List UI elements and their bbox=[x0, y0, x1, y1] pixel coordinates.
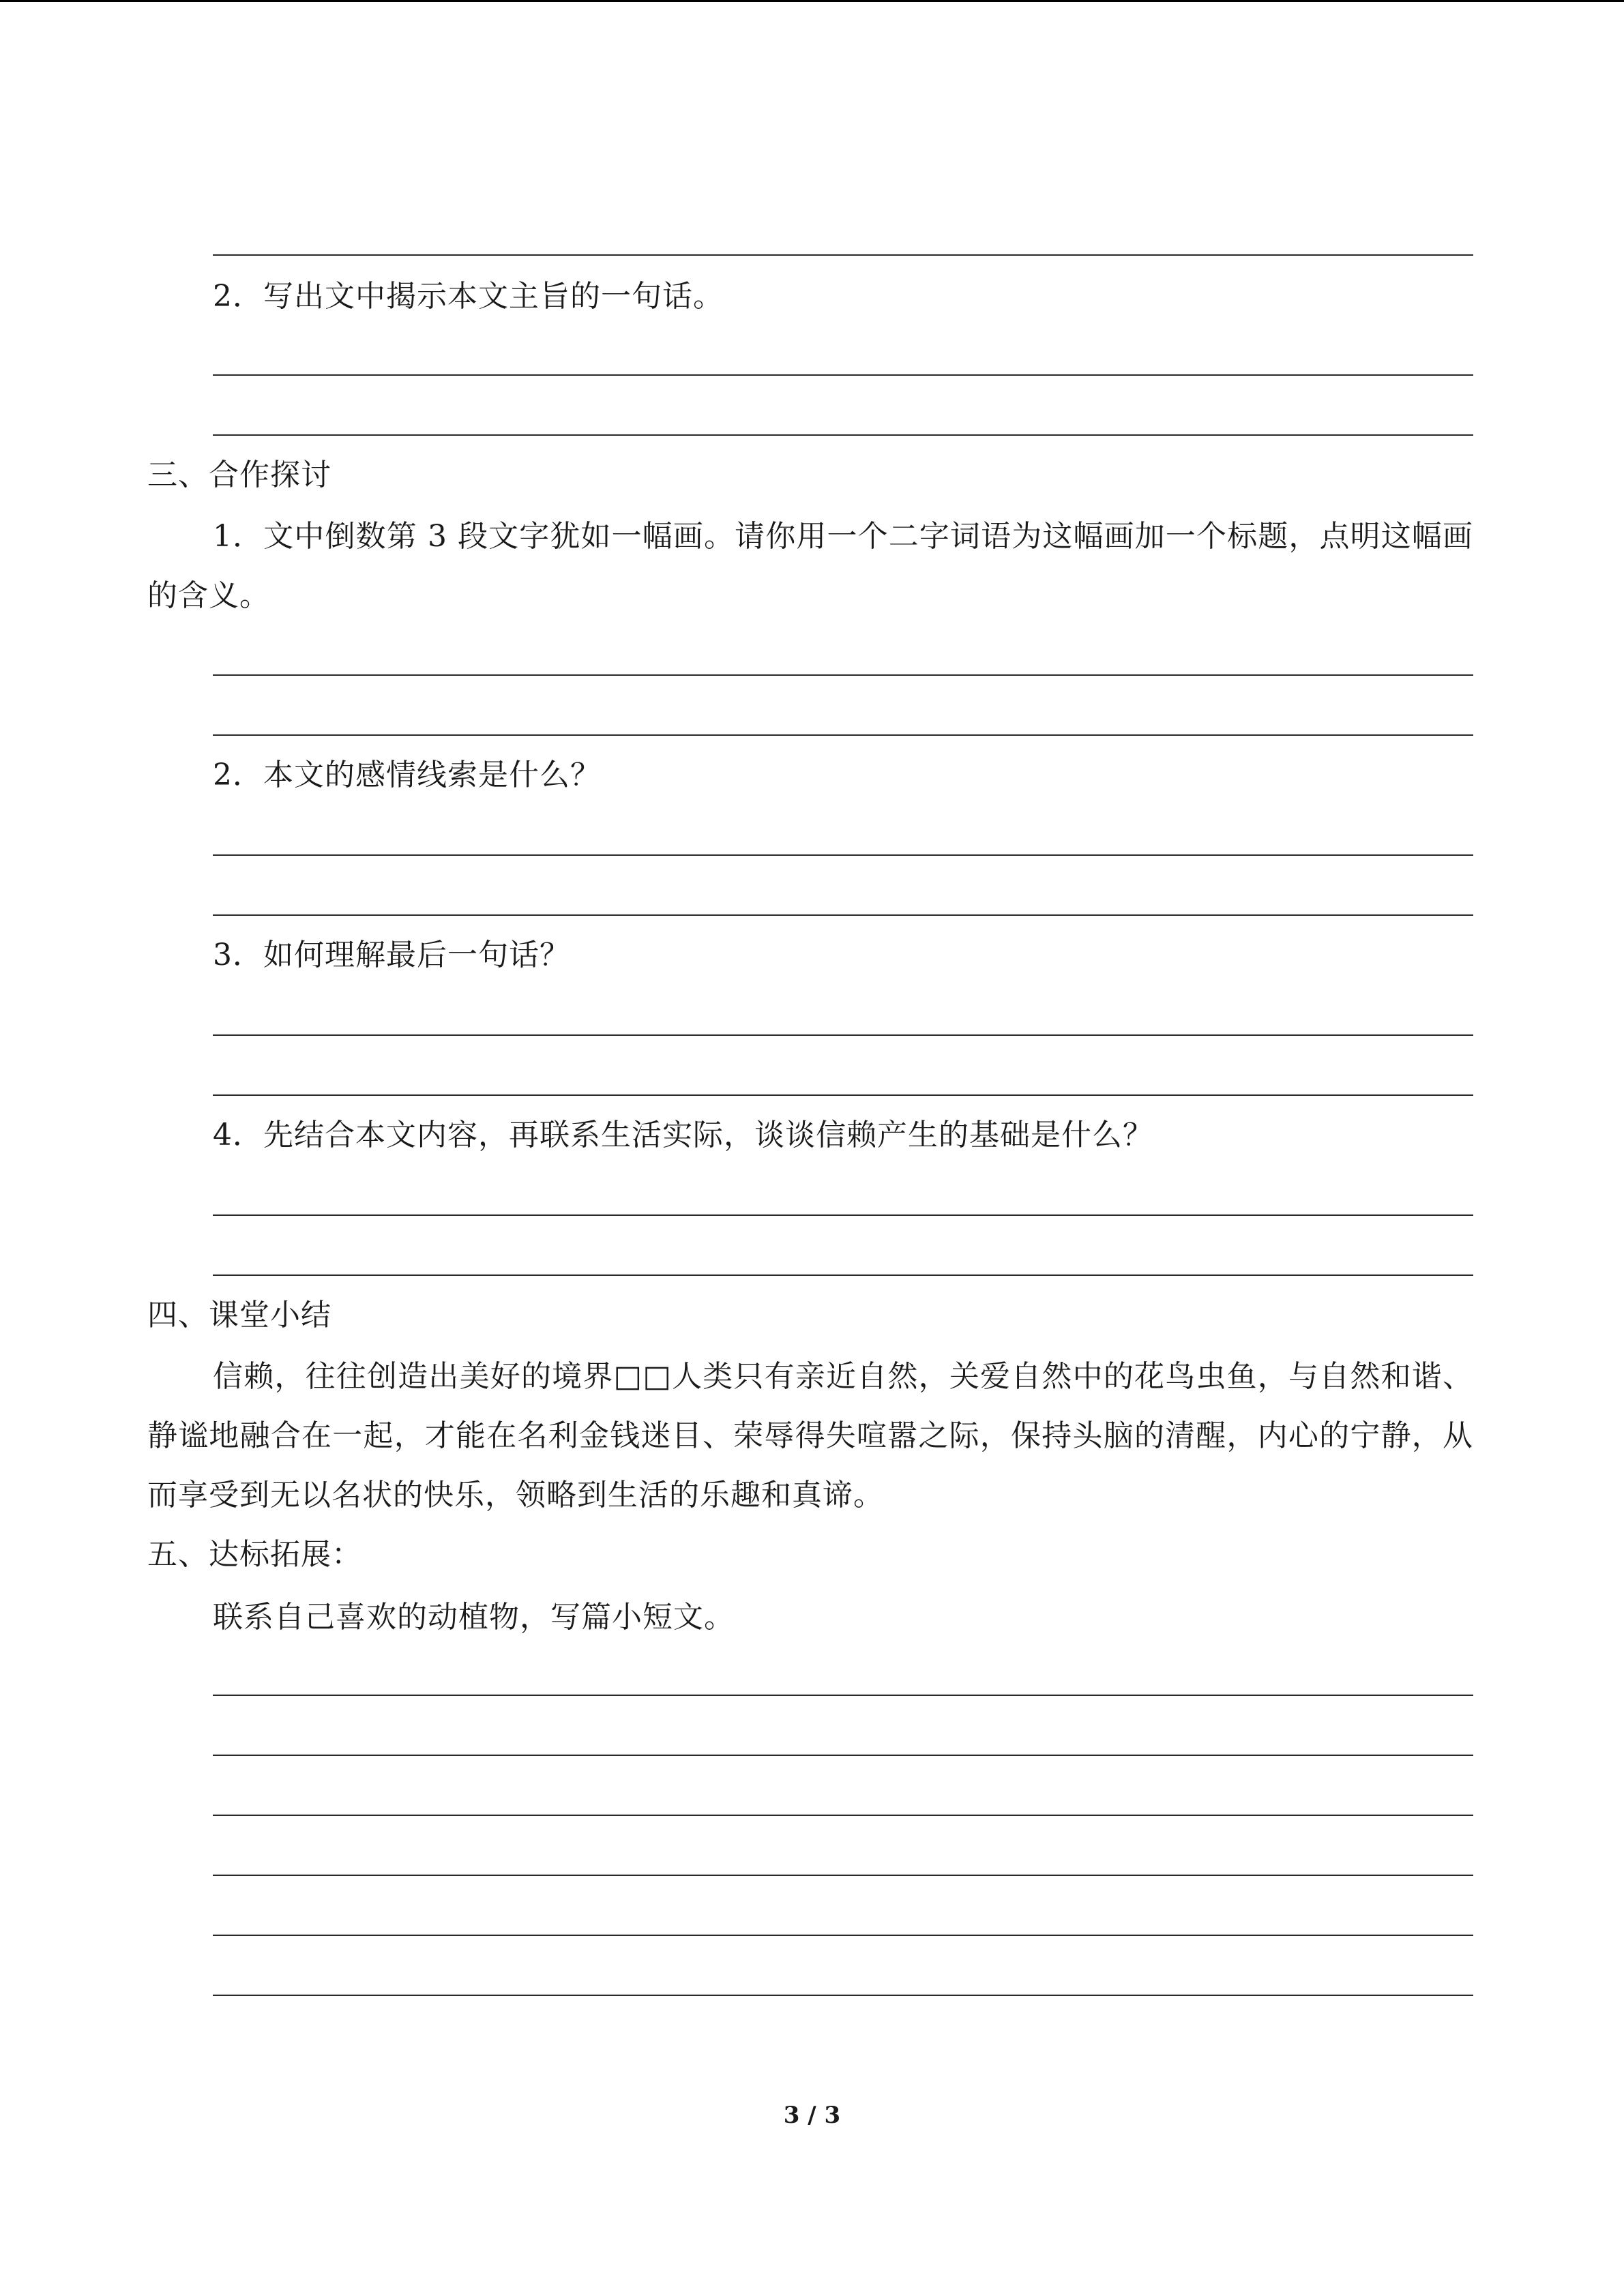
writing-line bbox=[213, 1815, 1473, 1816]
answer-line bbox=[213, 1034, 1473, 1036]
writing-line bbox=[213, 1875, 1473, 1876]
section3-question-3: 3．如何理解最后一句话？ bbox=[213, 938, 570, 972]
section3-question-4: 4．先结合本文内容，再联系生活实际，谈谈信赖产生的基础是什么？ bbox=[213, 1118, 1153, 1152]
writing-line bbox=[213, 1935, 1473, 1936]
section-heading-3: 三、合作探讨 bbox=[147, 458, 331, 492]
answer-line bbox=[213, 674, 1473, 676]
answer-line bbox=[213, 1274, 1473, 1276]
section-heading-4: 四、课堂小结 bbox=[147, 1298, 331, 1332]
writing-line bbox=[213, 1995, 1473, 1996]
class-summary-paragraph: 信赖，往往创造出美好的境界□□人类只有亲近自然，关爱自然中的花鸟虫鱼，与自然和谐、静谧地融合在一起，才能在名利金钱迷目、荣辱得失喧嚣之际，保持头脑的清醒，内心的宁静，从而享受到无以名状的快乐，领略到生活的乐趣和真谛。 bbox=[147, 1359, 1473, 1512]
section3-question-1: 1．文中倒数第 3 段文字犹如一幅画。请你用一个二字词语为这幅画加一个标题，点明这幅画的含义。 bbox=[147, 519, 1473, 613]
answer-line bbox=[213, 734, 1473, 736]
question-2: 2．写出文中揭示本文主旨的一句话。 bbox=[213, 279, 724, 314]
answer-line bbox=[213, 914, 1473, 916]
extension-task: 联系自己喜欢的动植物，写篇小短文。 bbox=[213, 1600, 735, 1635]
writing-line bbox=[213, 1755, 1473, 1756]
section-heading-5: 五、达标拓展： bbox=[147, 1537, 362, 1572]
page-number: 3 / 3 bbox=[783, 2102, 841, 2129]
answer-line bbox=[213, 1094, 1473, 1096]
answer-line bbox=[213, 374, 1473, 376]
top-border bbox=[0, 0, 1624, 2]
answer-line bbox=[213, 254, 1473, 256]
writing-line bbox=[213, 1695, 1473, 1696]
answer-line bbox=[213, 434, 1473, 436]
answer-line bbox=[213, 1214, 1473, 1216]
answer-line bbox=[213, 854, 1473, 856]
section3-question-2: 2．本文的感情线索是什么？ bbox=[213, 758, 601, 792]
